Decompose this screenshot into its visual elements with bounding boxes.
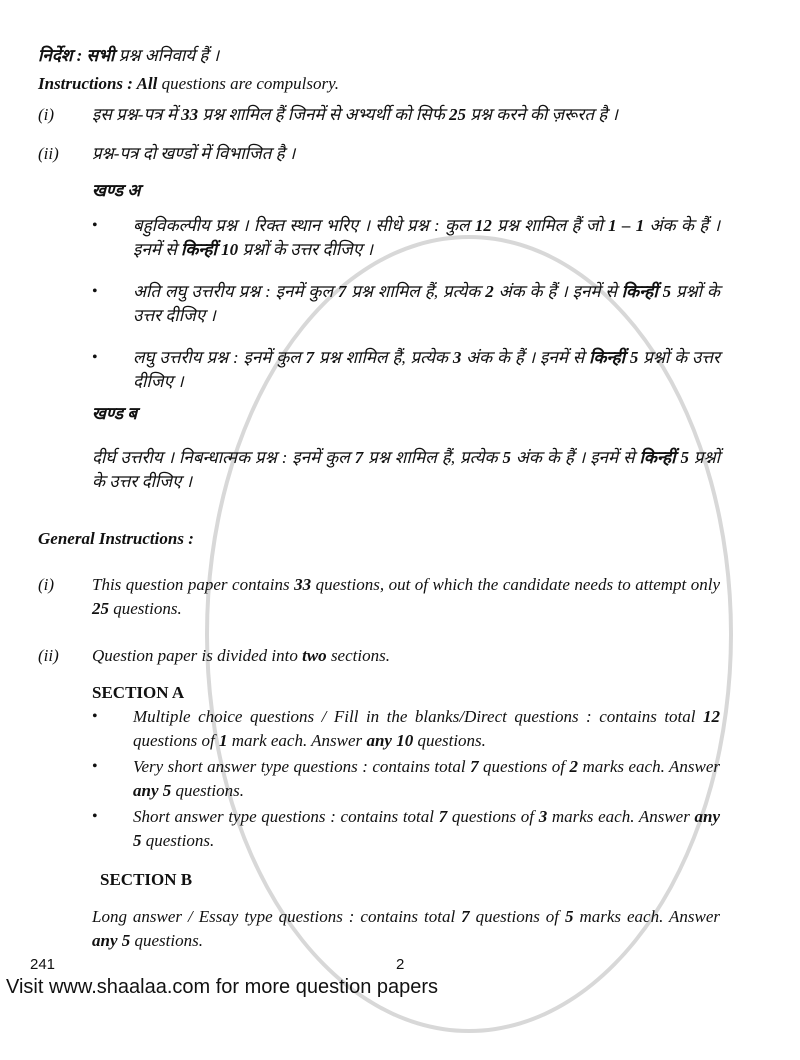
hindi-item-number: (ii): [38, 144, 59, 163]
english-item-i: [92, 573, 720, 621]
english-bullet: [133, 755, 720, 803]
text: questions, out of which the candidate needs to attempt only: [311, 575, 721, 594]
bullet-icon: •: [92, 283, 98, 300]
page-number: 2: [396, 956, 405, 973]
bold-text: 33: [294, 575, 312, 594]
text: प्रश्न शामिल हैं, प्रत्येक: [346, 282, 486, 301]
paper-code: 241: [30, 956, 56, 973]
english-bullet-row: [92, 755, 720, 803]
text: Short answer type questions : contains total: [133, 807, 439, 826]
bold-text: 25: [92, 599, 109, 618]
text: अंक के हैं । इनमें से: [493, 282, 622, 301]
bold-text: 12: [474, 216, 492, 235]
bold-text: any 10: [366, 731, 414, 750]
hindi-item-ii-row: [38, 142, 720, 166]
text: प्रश्नों के उत्तर दीजिए ।: [238, 240, 373, 259]
hindi-section-b-text: [92, 446, 720, 494]
english-instructions-title: [38, 72, 720, 96]
english-item-number: (i): [38, 575, 55, 594]
text: This question paper contains: [92, 575, 295, 594]
english-bullet: [133, 705, 720, 753]
bold-text: 1 – 1: [608, 216, 645, 235]
text: questions of: [469, 907, 565, 926]
hindi-bullet: [133, 280, 720, 328]
english-bullet-row: [92, 705, 720, 753]
hindi-bullet: [133, 214, 720, 262]
text: Long answer / Essay type questions : contains total: [92, 907, 462, 926]
english-item-ii: [92, 644, 720, 668]
text: questions.: [413, 731, 486, 750]
text: प्रश्नों के उत्तर दीजिए ।: [92, 448, 720, 491]
text: अंक के हैं । इनमें से: [510, 448, 640, 467]
hindi-section-b-heading: खण्ड ब: [92, 404, 138, 423]
text: प्रश्न-पत्र दो खण्डों में विभाजित है ।: [92, 144, 296, 163]
bold-text: 3: [452, 348, 462, 367]
section-b-heading: SECTION B: [100, 870, 193, 889]
text: questions of: [447, 807, 539, 826]
english-item-ii-row: [38, 644, 720, 668]
visit-shaalaa-link[interactable]: Visit www.shaalaa.com for more question papers: [6, 976, 439, 998]
bold-text: two: [302, 646, 327, 665]
text: प्रश्नों के उत्तर दीजिए ।: [133, 282, 720, 325]
text: प्रश्नों के उत्तर दीजिए ।: [133, 348, 720, 391]
text: लघु उत्तरीय प्रश्न : इनमें कुल: [133, 348, 306, 367]
text: questions are compulsory.: [157, 74, 339, 93]
bold-text: any 5: [133, 781, 172, 800]
bullet-icon: •: [92, 708, 98, 725]
hindi-bullet-row: [92, 280, 720, 328]
bold-text: any 5: [133, 807, 720, 850]
text: प्रश्न शामिल हैं जो: [491, 216, 609, 235]
hindi-section-a-heading: खण्ड अ: [92, 181, 141, 200]
text: प्रश्न शामिल हैं जिनमें से अभ्यर्थी को सिर्फ: [198, 105, 449, 124]
text: questions of: [478, 757, 570, 776]
hindi-bullet-row: [92, 214, 720, 262]
text: दीर्घ उत्तरीय । निबन्धात्मक प्रश्न : इनमें कुल: [92, 448, 355, 467]
text: प्रश्न शामिल हैं, प्रत्येक: [363, 448, 503, 467]
text: Multiple choice questions / Fill in the blanks/Direct questions : contains total: [133, 707, 703, 726]
bold-text: किन्हीं 5: [639, 448, 689, 467]
bold-text: किन्हीं 5: [621, 282, 672, 301]
bold-text: 5: [565, 907, 574, 926]
english-item-number: (ii): [38, 646, 59, 665]
text: sections.: [326, 646, 390, 665]
section-b-text: [92, 905, 720, 953]
text: इस प्रश्न-पत्र में: [92, 105, 182, 124]
general-instructions-heading: General Instructions :: [38, 529, 194, 548]
bullet-icon: •: [92, 808, 98, 825]
section-a-heading: SECTION A: [92, 683, 185, 702]
bold-text: किन्हीं 10: [180, 240, 239, 259]
bold-text: 33: [181, 105, 199, 124]
bold-text: 2: [485, 282, 494, 301]
bullet-icon: •: [92, 349, 98, 366]
page-footer: [0, 955, 800, 1005]
hindi-bullet-row: [92, 346, 720, 394]
bold-text: 7: [354, 448, 364, 467]
bullet-icon: •: [92, 758, 98, 775]
bold-text: निर्देश : सभी: [38, 46, 115, 65]
text: अंक के हैं । इनमें से: [461, 348, 590, 367]
text: questions.: [141, 831, 215, 850]
bold-text: Instructions : All: [38, 74, 158, 93]
bold-text: 7: [461, 907, 470, 926]
bold-text: 7: [337, 282, 347, 301]
bold-text: any 5: [92, 931, 131, 950]
text: marks each. Answer: [547, 807, 695, 826]
bold-text: 7: [470, 757, 479, 776]
bold-text: किन्हीं 5: [589, 348, 639, 367]
text: Very short answer type questions : contains total: [133, 757, 471, 776]
bold-text: 7: [438, 807, 448, 826]
text: marks each. Answer: [577, 757, 720, 776]
hindi-item-i-row: [38, 103, 720, 127]
bold-text: 25: [448, 105, 466, 124]
english-bullet-row: [92, 805, 720, 853]
text: questions of: [133, 731, 219, 750]
text: प्रश्न शामिल हैं, प्रत्येक: [314, 348, 453, 367]
bullet-icon: •: [92, 217, 98, 234]
text: अति लघु उत्तरीय प्रश्न : इनमें कुल: [133, 282, 338, 301]
hindi-item-i: [92, 103, 720, 127]
text: questions.: [109, 599, 182, 618]
text: प्रश्न करने की ज़रूरत है ।: [465, 105, 618, 124]
text: बहुविकल्पीय प्रश्न । रिक्त स्थान भरिए । सीधे प्रश्न : कुल: [133, 216, 475, 235]
text: अंक के हैं । इनमें से: [133, 216, 721, 259]
bold-text: 1: [218, 731, 228, 750]
hindi-item-number: (i): [38, 105, 55, 124]
hindi-bullet: [133, 346, 720, 394]
hindi-instructions-title: [38, 44, 720, 68]
text: questions.: [130, 931, 203, 950]
bold-text: 5: [502, 448, 511, 467]
bold-text: 2: [569, 757, 578, 776]
hindi-item-ii: [92, 142, 720, 166]
bold-text: 12: [703, 707, 720, 726]
english-bullet: [133, 805, 720, 853]
text: प्रश्न अनिवार्य हैं ।: [114, 46, 220, 65]
bold-text: 3: [538, 807, 548, 826]
text: Question paper is divided into: [92, 646, 303, 665]
english-item-i-row: [38, 573, 720, 621]
bold-text: 7: [305, 348, 315, 367]
text: mark each. Answer: [227, 731, 367, 750]
text: questions.: [171, 781, 244, 800]
text: marks each. Answer: [573, 907, 720, 926]
